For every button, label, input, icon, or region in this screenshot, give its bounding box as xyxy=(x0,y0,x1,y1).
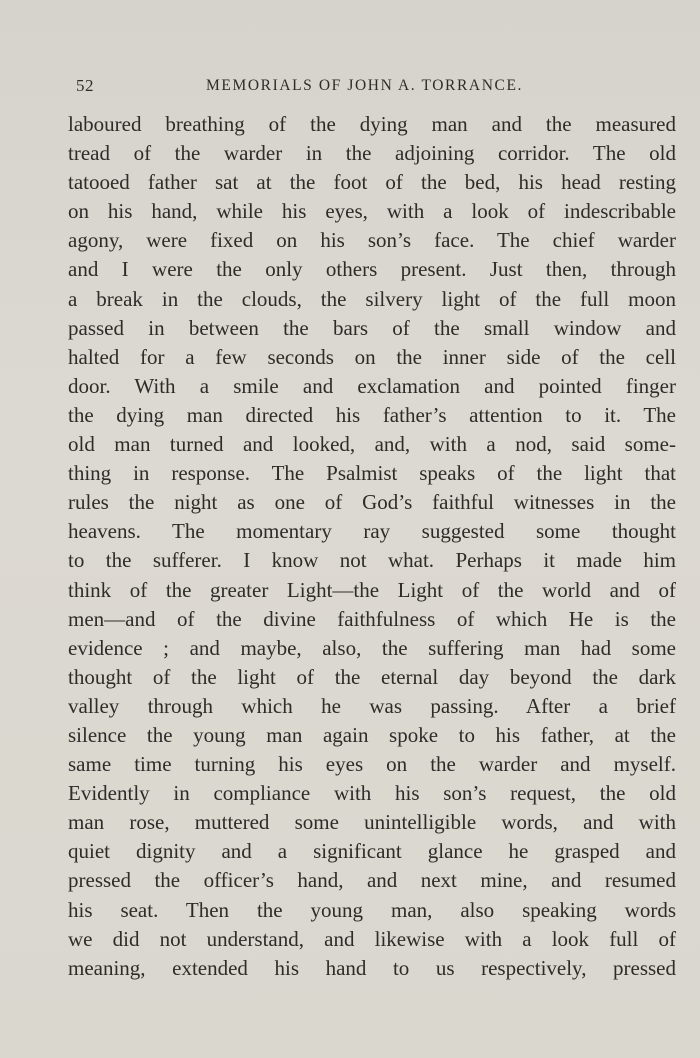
text-line: man rose, muttered some unintelligible words, and with xyxy=(68,810,676,835)
body-text xyxy=(68,110,676,983)
text-line: halted for a few seconds on the inner side of the cell xyxy=(68,344,676,369)
text-line: Evidently in compliance with his son’s request, the old xyxy=(68,781,676,806)
text-line: quiet dignity and a significant glance he grasped and xyxy=(68,839,676,864)
text-line: rules the night as one of God’s faithful witnesses in the xyxy=(68,490,676,515)
text-line: thought of the light of the eternal day beyond the dark xyxy=(68,664,676,689)
text-line: thing in response. The Psalmist speaks of the light that xyxy=(68,461,676,486)
text-line: evidence ; and maybe, also, the suffering man had some xyxy=(68,635,676,660)
text-line: think of the greater Light—the Light of the world and of xyxy=(68,577,676,602)
text-line: and I were the only others present. Just then, through xyxy=(68,257,676,282)
text-line: his seat. Then the young man, also speaking words xyxy=(68,897,676,922)
text-line: tatooed father sat at the foot of the bed, his head resting xyxy=(68,170,676,195)
text-line: on his hand, while his eyes, with a look of indescribable xyxy=(68,199,676,224)
text-line: silence the young man again spoke to his father, at the xyxy=(68,722,676,747)
text-line: heavens. The momentary ray suggested some thought xyxy=(68,519,676,544)
text-line: tread of the warder in the adjoining corridor. The old xyxy=(68,141,676,166)
text-line: passed in between the bars of the small window and xyxy=(68,315,676,340)
text-line: we did not understand, and likewise with a look full of xyxy=(68,926,676,951)
page-number: 52 xyxy=(76,76,94,95)
text-line: to the sufferer. I know not what. Perhaps it made him xyxy=(68,548,676,573)
text-line: agony, were fixed on his son’s face. The chief warder xyxy=(68,228,676,253)
text-line: men—and of the divine faithfulness of which He is the xyxy=(68,606,676,631)
running-head: MEMORIALS OF JOHN A. TORRANCE. xyxy=(206,77,523,94)
text-line: meaning, extended his hand to us respectively, pressed xyxy=(68,955,676,980)
text-line: a break in the clouds, the silvery light of the full moon xyxy=(68,286,676,311)
text-line: laboured breathing of the dying man and the measured xyxy=(68,112,676,136)
text-line: pressed the officer’s hand, and next mine, and resumed xyxy=(68,868,676,893)
text-line: door. With a smile and exclamation and pointed finger xyxy=(68,373,676,398)
text-line: old man turned and looked, and, with a nod, said some- xyxy=(68,432,676,457)
text-line: valley through which he was passing. After a brief xyxy=(68,693,676,718)
page-header xyxy=(76,76,676,100)
text-line: same time turning his eyes on the warder and myself. xyxy=(68,752,676,777)
text-line: the dying man directed his father’s attention to it. The xyxy=(68,402,676,427)
